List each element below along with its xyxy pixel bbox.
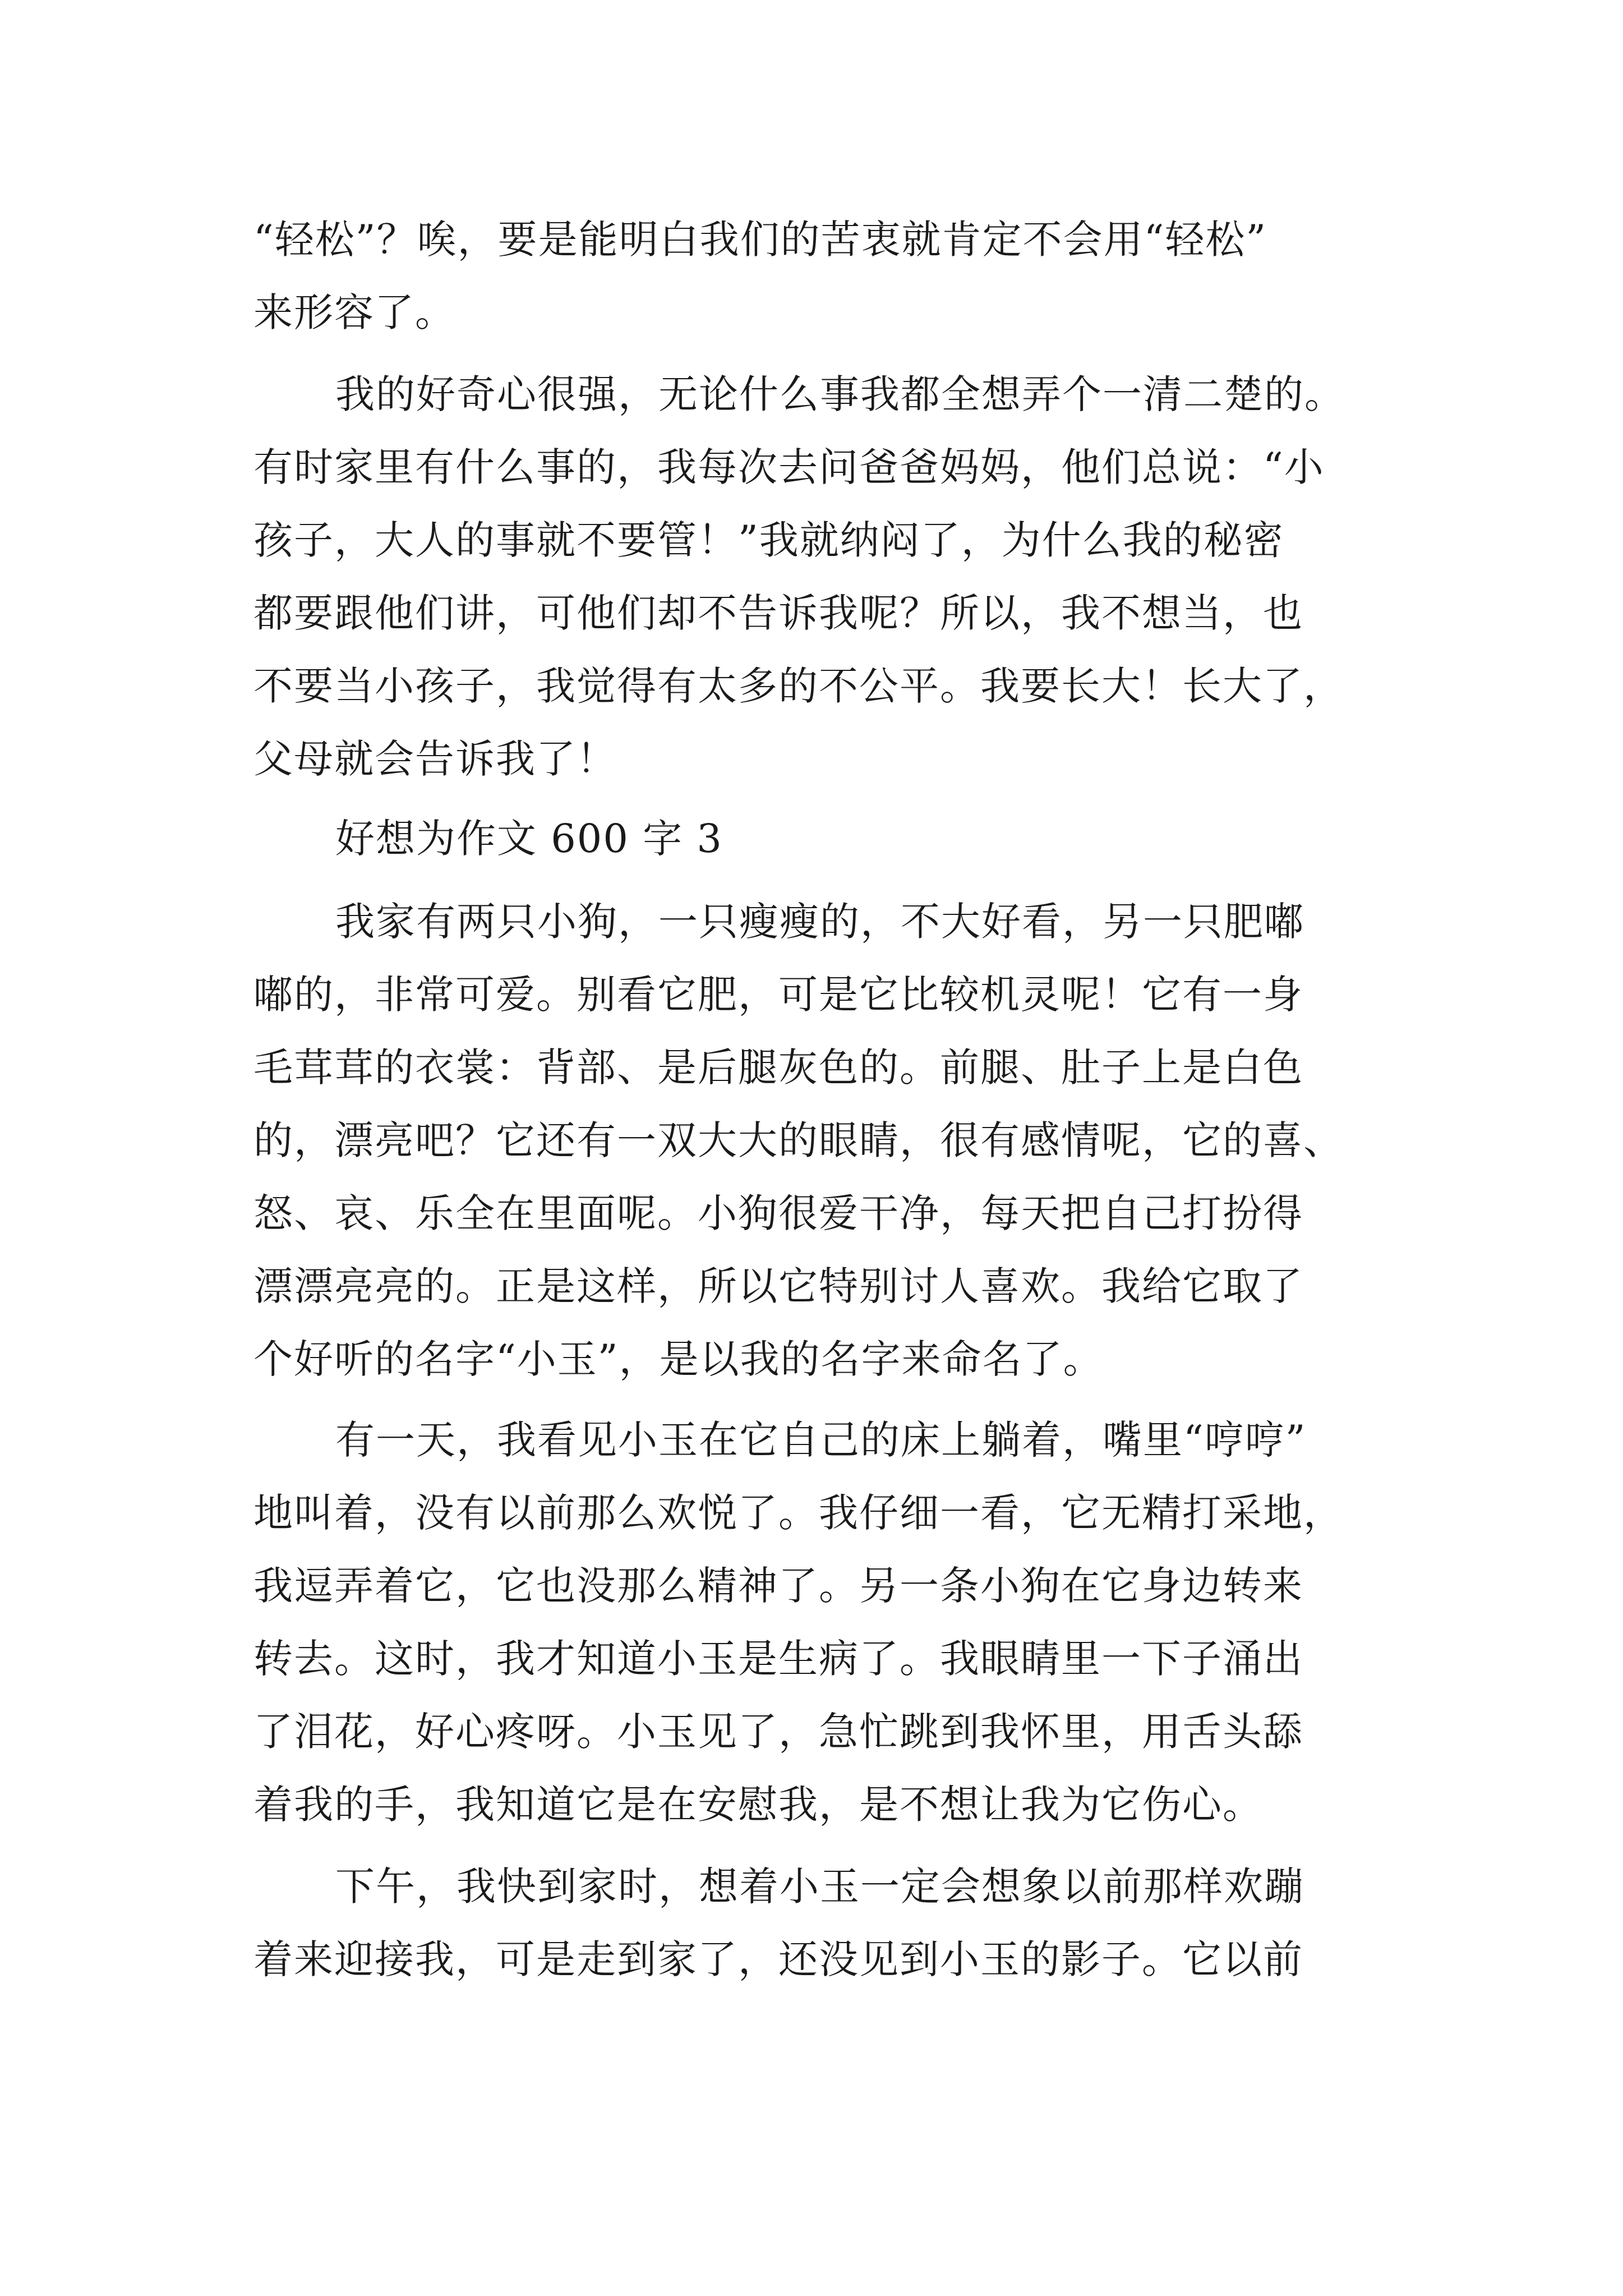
text-line: 转去。这时，我才知道小玉是生病了。我眼睛里一下子涌出 [253,1636,1303,1682]
text-line: 地叫着，没有以前那么欢悦了。我仔细一看，它无精打采地， [253,1490,1344,1536]
text-line: 不要当小孩子，我觉得有太多的不公平。我要长大！长大了， [253,663,1344,709]
text-line: 漂漂亮亮的。正是这样，所以它特别讨人喜欢。我给它取了 [253,1263,1303,1309]
text-line: 着来迎接我，可是走到家了，还没见到小玉的影子。它以前 [253,1936,1303,1982]
paragraph-start-line: 有一天，我看见小玉在它自己的床上躺着，嘴里“哼哼” [335,1417,1307,1463]
section-heading: 好想为作文 600 字 3 [335,816,723,862]
paragraph-start-line: 我的好奇心很强，无论什么事我都全想弄个一清二楚的。 [335,371,1345,417]
text-line: 来形容了。 [253,289,455,335]
paragraph-start-line: 下午，我快到家时，想着小玉一定会想象以前那样欢蹦 [335,1864,1304,1910]
text-line: “轻松”？唉，要是能明白我们的苦衷就肯定不会用“轻松” [253,217,1267,263]
text-line: 了泪花，好心疼呀。小玉见了，急忙跳到我怀里，用舌头舔 [253,1709,1303,1755]
text-line: 都要跟他们讲，可他们却不告诉我呢？所以，我不想当，也 [253,590,1303,636]
text-line: 的，漂亮吧？它还有一双大大的眼睛，很有感情呢，它的喜、 [253,1117,1344,1163]
text-line: 我逗弄着它，它也没那么精神了。另一条小狗在它身边转来 [253,1563,1303,1609]
text-line: 着我的手，我知道它是在安慰我，是不想让我为它伤心。 [253,1782,1263,1828]
text-line: 嘟的，非常可爱。别看它肥，可是它比较机灵呢！它有一身 [253,972,1303,1018]
paragraph-start-line: 我家有两只小狗，一只瘦瘦的，不大好看，另一只肥嘟 [335,899,1304,945]
text-line: 怒、哀、乐全在里面呢。小狗很爱干净，每天把自己打扮得 [253,1190,1303,1236]
text-line: 父母就会告诉我了！ [253,736,617,782]
text-line: 有时家里有什么事的，我每次去问爸爸妈妈，他们总说：“小 [253,444,1325,490]
text-line: 毛茸茸的衣裳：背部、是后腿灰色的。前腿、肚子上是白色 [253,1045,1303,1091]
text-line: 个好听的名字“小玉”，是以我的名字来命名了。 [253,1336,1104,1382]
text-line: 孩子，大人的事就不要管！”我就纳闷了，为什么我的秘密 [253,517,1284,563]
